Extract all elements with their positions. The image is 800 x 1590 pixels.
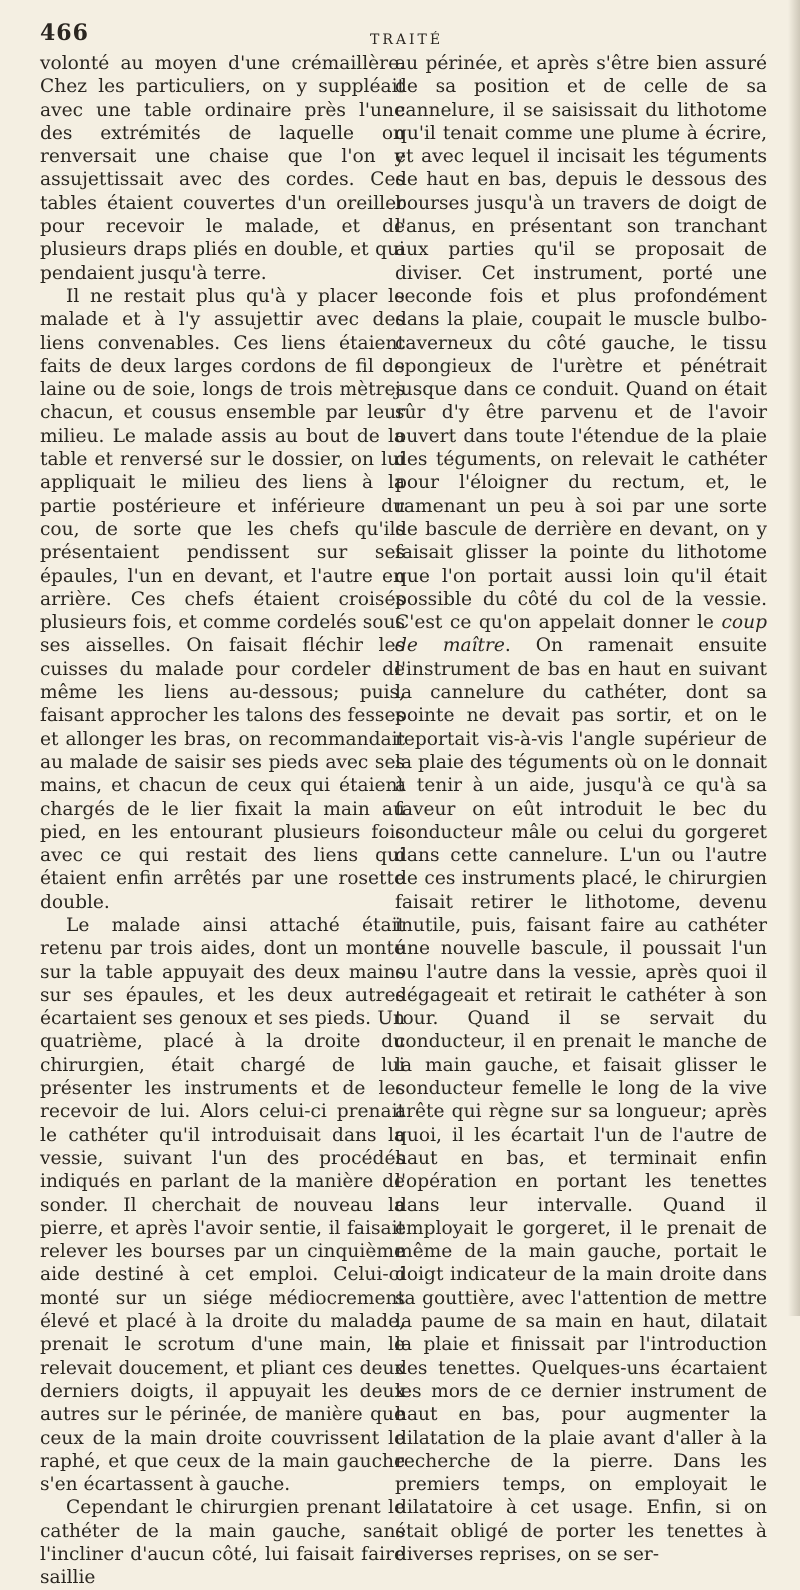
paragraph — [395, 52, 767, 1566]
right-column — [395, 52, 767, 1566]
paragraph: Cependant le chirurgien prenant le cathéter de la main gauche, sans l'incliner d'aucun côté, lui faisait faire saillie — [40, 1497, 405, 1589]
italic-term: coup de maître — [395, 612, 767, 657]
page-number: 466 — [40, 20, 89, 46]
text-run: . On ramenait ensuite l'instrument de bas en haut en suivant la cannelure du cathéter, dont sa pointe ne devait pas sortir, et on le reportait vis-à-vis l'angle supérieur de la plaie des téguments où on le donnait à tenir à un aide, jusqu'à ce qu'à sa faveur on eût introduit le bec du conducteur mâle ou celui du gorgeret dans cette cannelure. L'un ou l'autre de ces instruments placé, le chirurgien faisait retirer le lithotome, devenu inutile, puis, faisant faire au cathéter une nouvelle bascule, il poussait l'un ou l'autre dans la vessie, après quoi il dégageait et retirait le cathéter à son tour. Quand il se servait du conducteur, il en prenait le manche de la main gauche, et faisait glisser le conducteur femelle le long de la vive arête qui règne sur sa longueur; après quoi, il les écartait l'un de l'autre de haut en bas, et terminait enfin l'opération en portant les tenettes dans leur intervalle. Quand il employait le gorgeret, il le prenait de même de la main gauche, portait le doigt indicateur de la main droite dans sa gouttière, avec l'attention de mettre la paume de sa main en haut, dilatait la plaie et finissait par l'introduction des tenettes. Quelques-uns écartaient les mors de ce dernier instrument de haut en bas, pour augmenter la dilatation de la plaie avant d'aller à la recherche de la pierre. Dans les premiers temps, on employait le dilatatoire à cet usage. Enfin, si on était obligé de porter les tenettes à diverses reprises, on se ser- — [395, 635, 767, 1565]
running-head: TRAITÉ — [370, 32, 444, 48]
text-run: au périnée, et après s'être bien assuré de sa position et de celle de sa cannelure, il se saisissait du lithotome qu'il tenait comme une plume à écrire, et avec lequel il incisait les téguments de haut en bas, depuis le dessous des bourses jusqu'à un travers de doigt de l'anus, en présentant son tranchant aux parties qu'il se proposait de diviser. Cet instrument, porté une seconde fois et plus profondément dans la plaie, coupait le muscle bulbo-caverneux du côté gauche, le tissu spongieux de l'urètre et pénétrait jusque dans ce conduit. Quand on était sûr d'y être parvenu et de l'avoir ouvert dans toute l'étendue de la plaie des téguments, on relevait le cathéter pour l'éloigner du rectum, et, le ramenant un peu à soi par une sorte de bascule de derrière en devant, on y faisait glisser la pointe du lithotome que l'on portait aussi loin qu'il était possible du côté du col de la vessie. C'est ce qu'on appelait donner le — [395, 53, 767, 634]
paragraph: Le malade ainsi attaché était retenu par trois aides, dont un monté sur la table appuyait des deux mains sur ses épaules, et les deux autres écartaient ses genoux et ses pieds. Un quatrième, placé à la droite du chirurgien, était chargé de lui présenter les instruments et de les recevoir de lui. Alors celui-ci prenait le cathéter qu'il introduisait dans la vessie, suivant l'un des procédés indiqués en parlant de la manière de sonder. Il cherchait de nouveau la pierre, et après l'avoir sentie, il faisait relever les bourses par un cinquième aide destiné à cet emploi. Celui-ci monté sur un siége médiocrement élevé et placé à la droite du malade, prenait le scrotum d'une main, le relevait doucement, et pliant ces deux derniers doigts, il appuyait les deux autres sur le périnée, de manière que ceux de la main droite couvrissent le raphé, et que ceux de la main gauche s'en écartassent à gauche. — [40, 914, 405, 1496]
page-edge-shadow — [788, 0, 800, 1316]
paragraph: Il ne restait plus qu'à y placer le malade et à l'y assujettir avec des liens convenables. Ces liens étaient faits de deux larges cordons de fil de laine ou de soie, longs de trois mètres chacun, et cousus ensemble par leur milieu. Le malade assis au bout de la table et renversé sur le dossier, on lui appliquait le milieu des liens à la partie postérieure et inférieure du cou, de sorte que les chefs qu'ils présentaient pendissent sur ses épaules, l'un en devant, et l'autre en arrière. Ces chefs étaient croisés plusieurs fois, et comme cordelés sous ses aisselles. On faisait fléchir les cuisses du malade pour cordeler de même les liens au-dessous; puis, faisant approcher les talons des fesses et allonger les bras, on recommandait au malade de saisir ses pieds avec ses mains, et chacun de ceux qui étaient chargés de le lier fixait la main au pied, en les entourant plusieurs fois avec ce qui restait des liens qui étaient enfin arrêtés par une rosette double. — [40, 285, 405, 913]
left-column — [40, 52, 405, 1590]
paragraph: volonté au moyen d'une crémaillère. Chez les particuliers, on y suppléait avec une table ordinaire près l'une des extrémités de laquelle on renversait une chaise que l'on y assujettissait avec des cordes. Ces tables étaient couvertes d'un oreiller pour recevoir le malade, et de plusieurs draps pliés en double, et qui pendaient jusqu'à terre. — [40, 53, 405, 284]
